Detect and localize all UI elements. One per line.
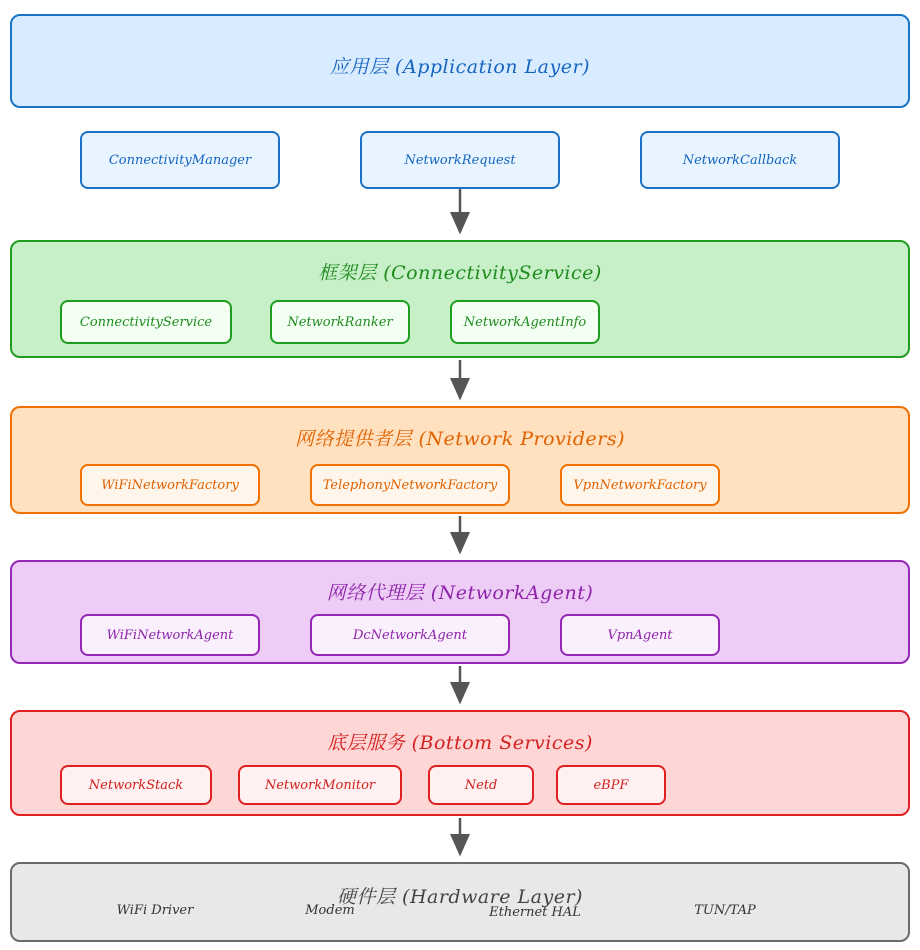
node-connectivity-service[interactable]: [60, 300, 232, 344]
layer-framework-title: 框架层 (ConnectivityService): [318, 262, 602, 284]
layer-network-agent-title: 网络代理层 (NetworkAgent): [326, 582, 594, 604]
node-label: Modem: [305, 903, 355, 918]
node-connectivity-manager[interactable]: [80, 131, 280, 189]
node-tun-tap: [655, 903, 795, 918]
node-network-callback[interactable]: [640, 131, 840, 189]
node-netd[interactable]: [428, 765, 534, 805]
layer-bottom-services-title: 底层服务 (Bottom Services): [327, 732, 593, 754]
node-label: DcNetworkAgent: [352, 627, 468, 643]
layer-application: [10, 14, 910, 108]
node-vpn-network-factory[interactable]: [560, 464, 720, 506]
node-label: ConnectivityService: [79, 314, 213, 330]
node-network-stack[interactable]: [60, 765, 212, 805]
node-telephony-network-factory[interactable]: [310, 464, 510, 506]
node-label: WiFiNetworkFactory: [101, 477, 239, 493]
node-label: WiFiNetworkAgent: [106, 627, 234, 643]
node-label: WiFi Driver: [116, 903, 194, 918]
node-label: VpnNetworkFactory: [573, 477, 707, 493]
node-network-agent-info[interactable]: [450, 300, 600, 344]
node-vpn-agent[interactable]: [560, 614, 720, 656]
node-label: NetworkCallback: [682, 152, 798, 168]
layer-hardware-title: 硬件层 (Hardware Layer): [337, 886, 583, 908]
node-label: Netd: [464, 777, 498, 793]
node-wifi-network-factory[interactable]: [80, 464, 260, 506]
node-wifi-driver: [70, 903, 240, 918]
node-wifi-network-agent[interactable]: [80, 614, 260, 656]
node-network-request[interactable]: [360, 131, 560, 189]
node-network-ranker[interactable]: [270, 300, 410, 344]
node-label: VpnAgent: [607, 627, 673, 643]
node-network-monitor[interactable]: [238, 765, 402, 805]
node-label: NetworkAgentInfo: [463, 314, 587, 330]
node-ethernet-hal: [455, 905, 615, 920]
node-label: TUN/TAP: [694, 903, 756, 918]
node-label: NetworkRanker: [287, 314, 393, 330]
node-label: NetworkStack: [88, 777, 184, 793]
node-label: Ethernet HAL: [489, 905, 581, 920]
layer-hardware: [10, 862, 910, 942]
layer-network-providers-title: 网络提供者层 (Network Providers): [294, 428, 626, 450]
layer-application-title: 应用层 (Application Layer): [330, 56, 590, 78]
node-label: NetworkMonitor: [264, 777, 376, 793]
node-label: ConnectivityManager: [108, 152, 252, 168]
node-label: eBPF: [593, 777, 629, 793]
node-modem: [250, 903, 410, 918]
node-dc-network-agent[interactable]: [310, 614, 510, 656]
node-ebpf[interactable]: [556, 765, 666, 805]
node-label: NetworkRequest: [404, 152, 516, 168]
node-label: TelephonyNetworkFactory: [322, 477, 498, 493]
